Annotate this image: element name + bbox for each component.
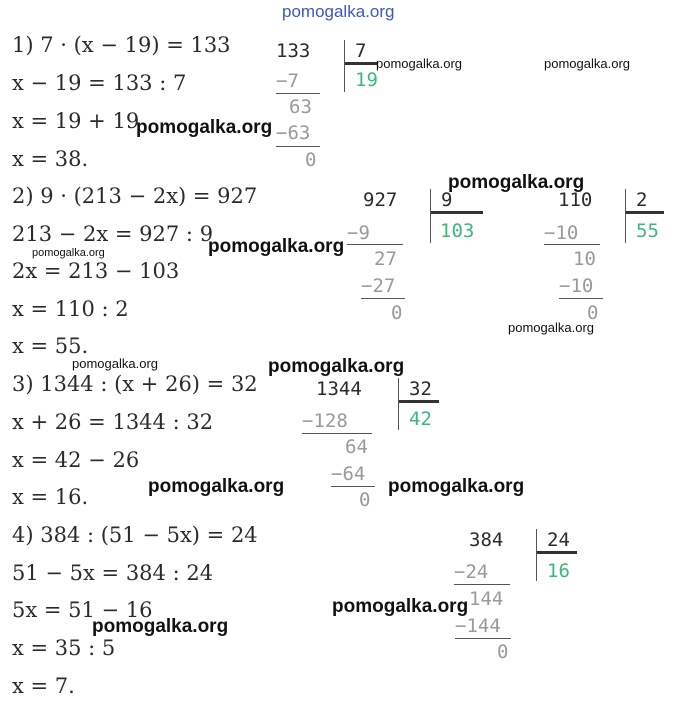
division-step: −24	[454, 561, 489, 583]
watermark: pomogalka.org	[32, 247, 105, 259]
division-step: 0	[497, 641, 509, 663]
header-watermark: pomogalka.org	[282, 2, 395, 21]
equation-line: x = 38.	[12, 147, 89, 171]
quotient: 19	[355, 69, 378, 91]
division-step: 64	[345, 436, 368, 458]
division-step: 0	[305, 149, 317, 171]
watermark: pomogalka.org	[544, 56, 630, 71]
division-bracket	[398, 378, 399, 430]
equation-line: x = 42 − 26	[12, 448, 140, 472]
dividend: 384	[469, 529, 504, 551]
watermark: pomogalka.org	[388, 476, 525, 497]
division-step: 0	[391, 302, 403, 324]
equation-line: 51 − 5x = 384 : 24	[12, 561, 214, 585]
divisor-underline	[431, 211, 483, 214]
equation-line: 2) 9 · (213 − 2x) = 927	[12, 184, 258, 208]
equation-line: 3) 1344 : (x + 26) = 32	[12, 372, 258, 396]
division-rule	[455, 638, 511, 639]
watermark: pomogalka.org	[508, 320, 594, 335]
watermark: pomogalka.org	[136, 117, 273, 138]
dividend: 110	[558, 189, 593, 211]
quotient: 16	[547, 560, 570, 582]
division-step: 144	[469, 588, 504, 610]
watermark: pomogalka.org	[72, 356, 158, 371]
division-bracket	[625, 189, 626, 243]
watermark: pomogalka.org	[92, 616, 229, 637]
watermark: pomogalka.org	[448, 172, 585, 193]
division-rule	[276, 146, 320, 147]
division-step: 27	[374, 248, 397, 270]
division-rule	[559, 298, 603, 299]
equation-line: 213 − 2x = 927 : 9	[12, 222, 214, 246]
division-rule	[331, 486, 375, 487]
division-rule	[544, 244, 600, 245]
division-bracket	[430, 189, 431, 243]
equation-line: x = 7.	[12, 674, 75, 698]
division-step: 63	[289, 96, 312, 118]
quotient: 42	[409, 408, 432, 430]
division-step: −144	[455, 615, 501, 637]
division-bracket	[536, 529, 537, 581]
equation-line: x = 19 + 19	[12, 109, 140, 133]
divisor-underline	[399, 400, 439, 403]
division-bracket	[344, 40, 345, 92]
division-rule	[276, 93, 320, 94]
equation-line: x = 110 : 2	[12, 297, 129, 321]
dividend: 1344	[316, 378, 362, 400]
watermark: pomogalka.org	[268, 356, 405, 377]
watermark: pomogalka.org	[376, 56, 462, 71]
quotient: 55	[636, 220, 659, 242]
division-step: −27	[361, 275, 396, 297]
division-step: −10	[559, 275, 594, 297]
divisor: 24	[547, 529, 570, 551]
dividend: 927	[363, 189, 398, 211]
watermark: pomogalka.org	[148, 476, 285, 497]
division-rule	[302, 433, 372, 434]
divisor-underline	[537, 551, 577, 554]
equation-line: 5x = 51 − 16	[12, 598, 153, 622]
divisor-underline	[345, 62, 378, 65]
division-rule	[347, 244, 403, 245]
division-rule	[454, 584, 510, 585]
division-step: −63	[276, 122, 311, 144]
equation-line: x − 19 = 133 : 7	[12, 71, 187, 95]
equation-line: x + 26 = 1344 : 32	[12, 410, 214, 434]
division-step: −128	[302, 410, 348, 432]
watermark: pomogalka.org	[332, 596, 469, 617]
division-step: −9	[347, 222, 370, 244]
equation-line: x = 35 : 5	[12, 636, 116, 660]
equation-line: 1) 7 · (x − 19) = 133	[12, 33, 231, 57]
equation-line: 2x = 213 − 103	[12, 259, 180, 283]
division-step: 0	[587, 302, 599, 324]
division-step: −10	[544, 222, 579, 244]
divisor: 7	[355, 40, 367, 62]
dividend: 133	[276, 40, 311, 62]
division-step: −64	[331, 463, 366, 485]
division-step: 10	[573, 248, 596, 270]
division-rule	[361, 298, 405, 299]
equation-line: 4) 384 : (51 − 5x) = 24	[12, 523, 258, 547]
equation-line: x = 55.	[12, 334, 89, 358]
division-step: −7	[276, 70, 299, 92]
divisor: 32	[409, 378, 432, 400]
watermark: pomogalka.org	[208, 236, 345, 257]
divisor: 2	[636, 189, 648, 211]
divisor-underline	[626, 211, 664, 214]
equation-line: x = 16.	[12, 485, 89, 509]
quotient: 103	[440, 220, 475, 242]
divisor: 9	[441, 189, 453, 211]
division-step: 0	[359, 489, 371, 511]
